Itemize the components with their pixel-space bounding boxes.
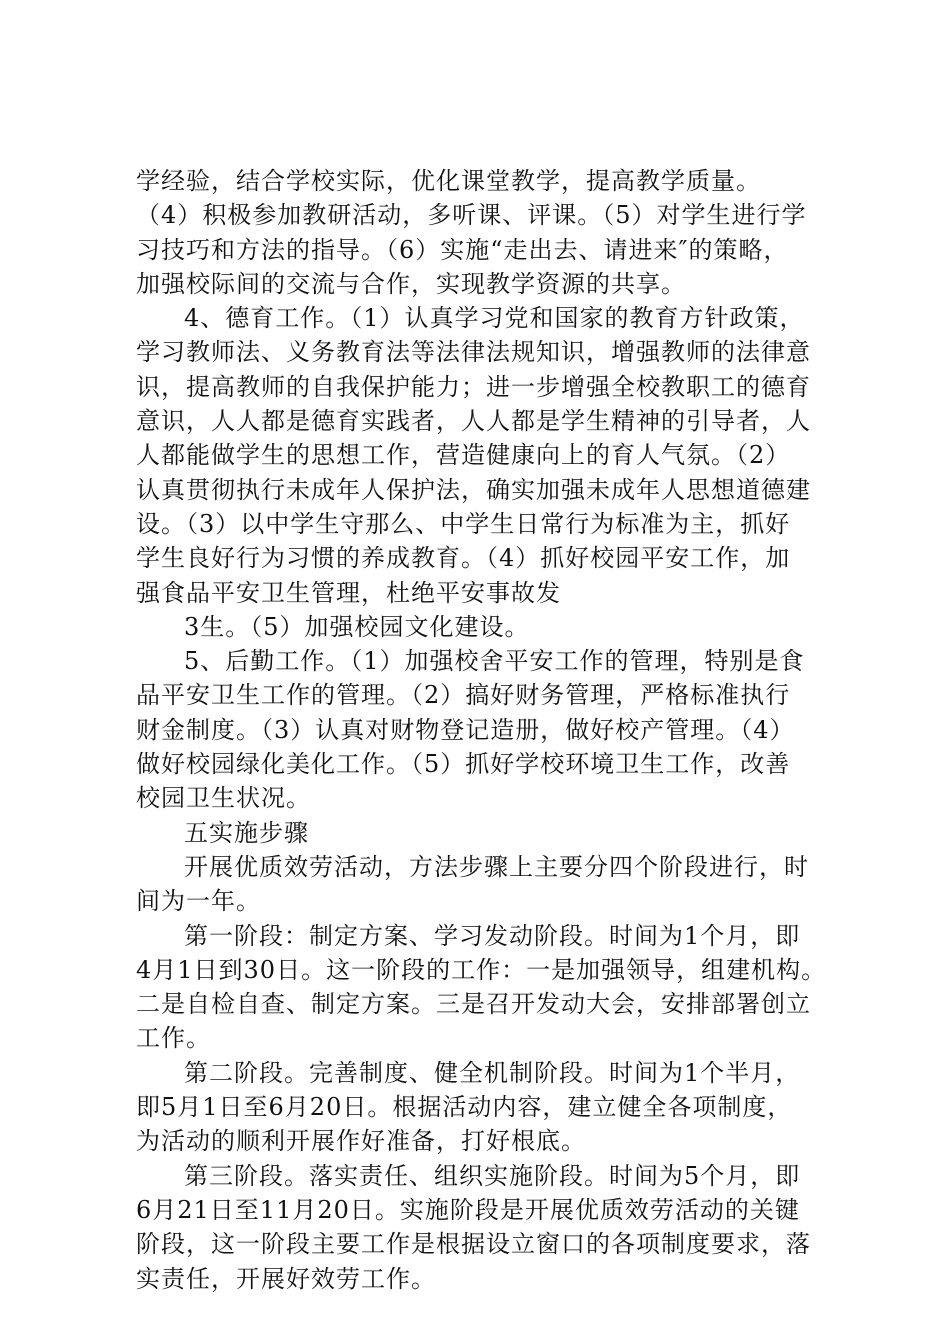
text-line: 设。（3）以中学生守那么、中学生日常行为标准为主，抓好	[136, 509, 791, 538]
text-line: 加强校际间的交流与合作，实现教学资源的共享。	[136, 269, 686, 298]
document-body	[136, 164, 836, 1296]
text-line: 4月1日到30日。这一阶段的工作：一是加强领导，组建机构。	[136, 955, 827, 984]
text-line: 五实施步骤	[184, 818, 309, 847]
text-line: 品平安卫生工作的管理。（2）搞好财务管理，严格标准执行	[136, 681, 791, 710]
text-line: 第二阶段。完善制度、健全机制阶段。时间为1个半月，	[184, 1058, 801, 1087]
text-line: 财金制度。（3）认真对财物登记造册，做好校产管理。（4）	[136, 715, 795, 744]
text-line: 工作。	[136, 1024, 211, 1053]
text-line: 3生。（5）加强校园文化建设。	[184, 612, 530, 641]
text-line: 学经验，结合学校实际，优化课堂教学，提高教学质量。	[136, 167, 761, 195]
text-line: 第三阶段。落实责任、组织实施阶段。时间为5个月，即	[184, 1161, 801, 1190]
text-line: 6月21日至11月20日。实施阶段是开展优质效劳活动的关键	[136, 1195, 800, 1224]
text-line: 识，提高教师的自我保护能力；进一步增强全校教职工的德育	[136, 372, 811, 401]
text-line: 意识，人人都是德育实践者，人人都是学生精神的引导者，人	[136, 407, 811, 436]
text-line: 强食品平安卫生管理，杜绝平安事故发	[136, 578, 561, 607]
text-line: 学生良好行为习惯的养成教育。（4）抓好校园平安工作，加	[136, 544, 791, 573]
text-line: 做好校园绿化美化工作。（5）抓好学校环境卫生工作，改善	[136, 750, 791, 779]
text-line: 间为一年。	[136, 887, 261, 916]
text-line: 校园卫生状况。	[136, 784, 311, 813]
text-line: 实责任，开展好效劳工作。	[136, 1264, 436, 1293]
text-line: 第一阶段：制定方案、学习发动阶段。时间为1个月，即	[184, 921, 801, 950]
text-line: 阶段，这一阶段主要工作是根据设立窗口的各项制度要求，落	[136, 1230, 811, 1259]
text-line: 习技巧和方法的指导。（6）实施“走出去、请进来″的策略，	[136, 235, 789, 264]
text-line: （4）积极参加教研活动，多听课、评课。（5）对学生进行学	[136, 201, 807, 230]
text-line: 为活动的顺利开展作好准备，打好根底。	[136, 1127, 586, 1156]
text-line: 人都能做学生的思想工作，营造健康向上的育人气氛。（2）	[136, 441, 791, 470]
text-line: 5、后勤工作。（1）加强校舍平安工作的管理，特别是食	[184, 647, 805, 676]
text-line: 4、德育工作。（1）认真学习党和国家的教育方针政策，	[184, 304, 805, 333]
text-line: 开展优质效劳活动，方法步骤上主要分四个阶段进行，时	[184, 852, 809, 881]
text-line: 即5月1日至6月20日。根据活动内容，建立健全各项制度，	[136, 1093, 793, 1122]
text-line: 认真贯彻执行未成年人保护法，确实加强未成年人思想道德建	[136, 475, 811, 504]
text-line: 二是自检自查、制定方案。三是召开发动大会，安排部署创立	[136, 990, 811, 1019]
text-line: 学习教师法、义务教育法等法律法规知识，增强教师的法律意	[136, 338, 811, 367]
